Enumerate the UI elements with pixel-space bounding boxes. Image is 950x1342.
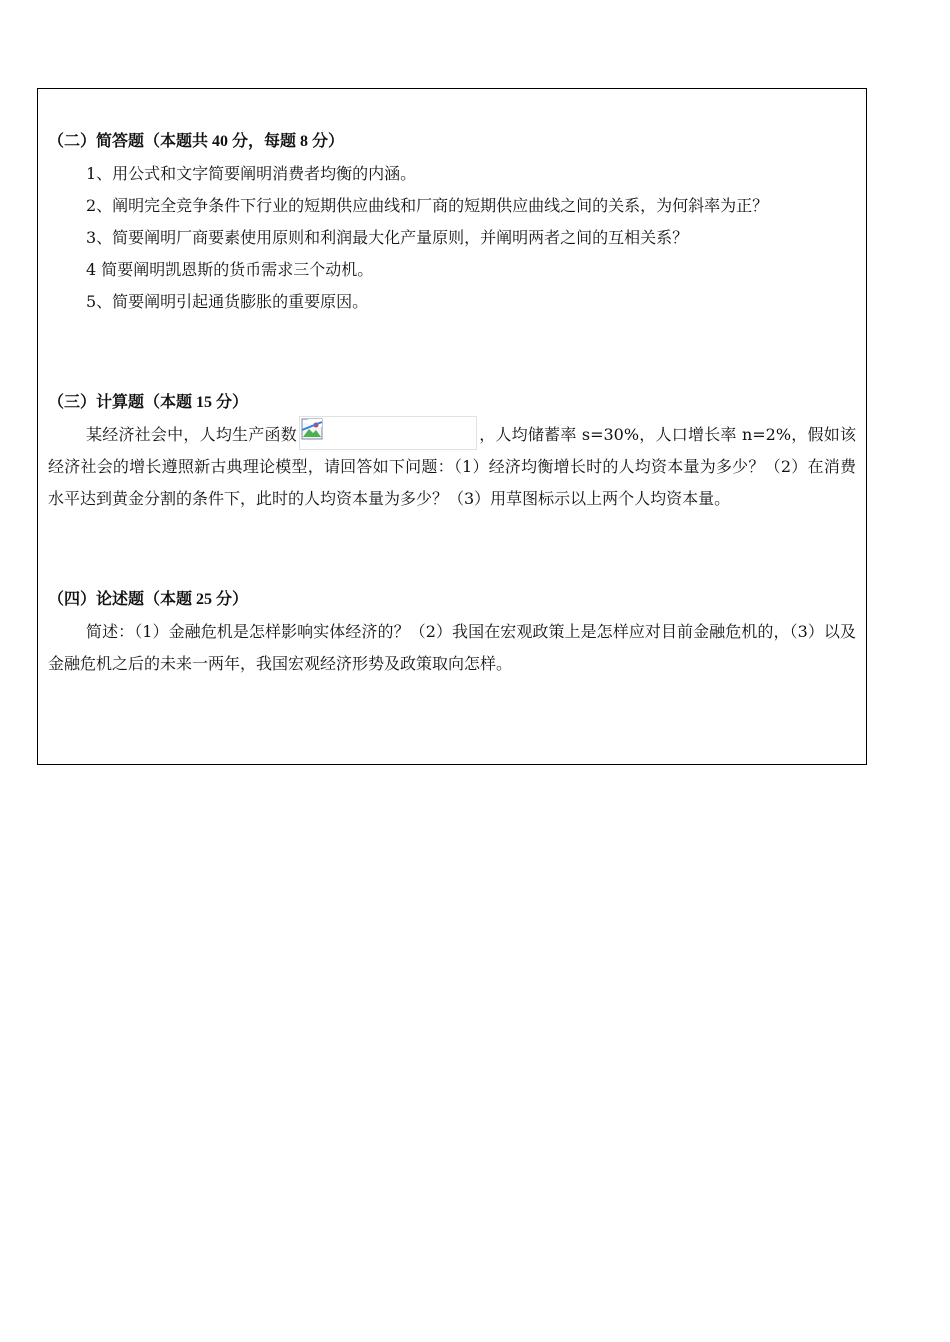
question-item-3: 3、简要阐明厂商要素使用原则和利润最大化产量原则，并阐明两者之间的互相关系？ <box>86 228 689 247</box>
calculation-paragraph <box>48 419 856 515</box>
short-answer-heading: （二）简答题（本题共 40 分，每题 8 分） <box>48 133 345 150</box>
question-item-4: 4 简要阐明凯恩斯的货币需求三个动机。 <box>86 260 374 279</box>
broken-image-icon <box>301 418 323 440</box>
calculation-heading: （三）计算题（本题 15 分） <box>48 394 249 411</box>
question-item-2: 2、阐明完全竞争条件下行业的短期供应曲线和厂商的短期供应曲线之间的关系，为何斜率为正？ <box>86 196 769 215</box>
essay-paragraph: 简述：（1）金融危机是怎样影响实体经济的？（2）我国在宏观政策上是怎样应对目前金融危机的，（3）以及金融危机之后的未来一两年，我国宏观经济形势及政策取向怎样。 <box>48 622 856 673</box>
calculation-text-before: 某经济社会中，人均生产函数 <box>86 425 297 444</box>
essay-heading: （四）论述题（本题 25 分） <box>48 591 249 608</box>
production-function-formula-image <box>299 416 477 450</box>
short-answer-section <box>48 126 856 318</box>
question-item-5: 5、简要阐明引起通货膨胀的重要原因。 <box>86 292 369 311</box>
exam-question-box <box>37 88 867 765</box>
calculation-section <box>48 387 856 515</box>
calculation-text-after: ，人均储蓄率 s=30%，人口增长率 n=2%，假如该经济社会的增长遵照新古典理论模型，请回答如下问题：（1）经济均衡增长时的人均资本量为多少？（2）在消费水平达到黄金分割的条件下，此时的人均资本量为多少？（3）用草图标示以上两个人均资本量。 <box>48 425 856 508</box>
essay-section <box>48 584 856 680</box>
question-item-1: 1、用公式和文字简要阐明消费者均衡的内涵。 <box>86 164 417 183</box>
